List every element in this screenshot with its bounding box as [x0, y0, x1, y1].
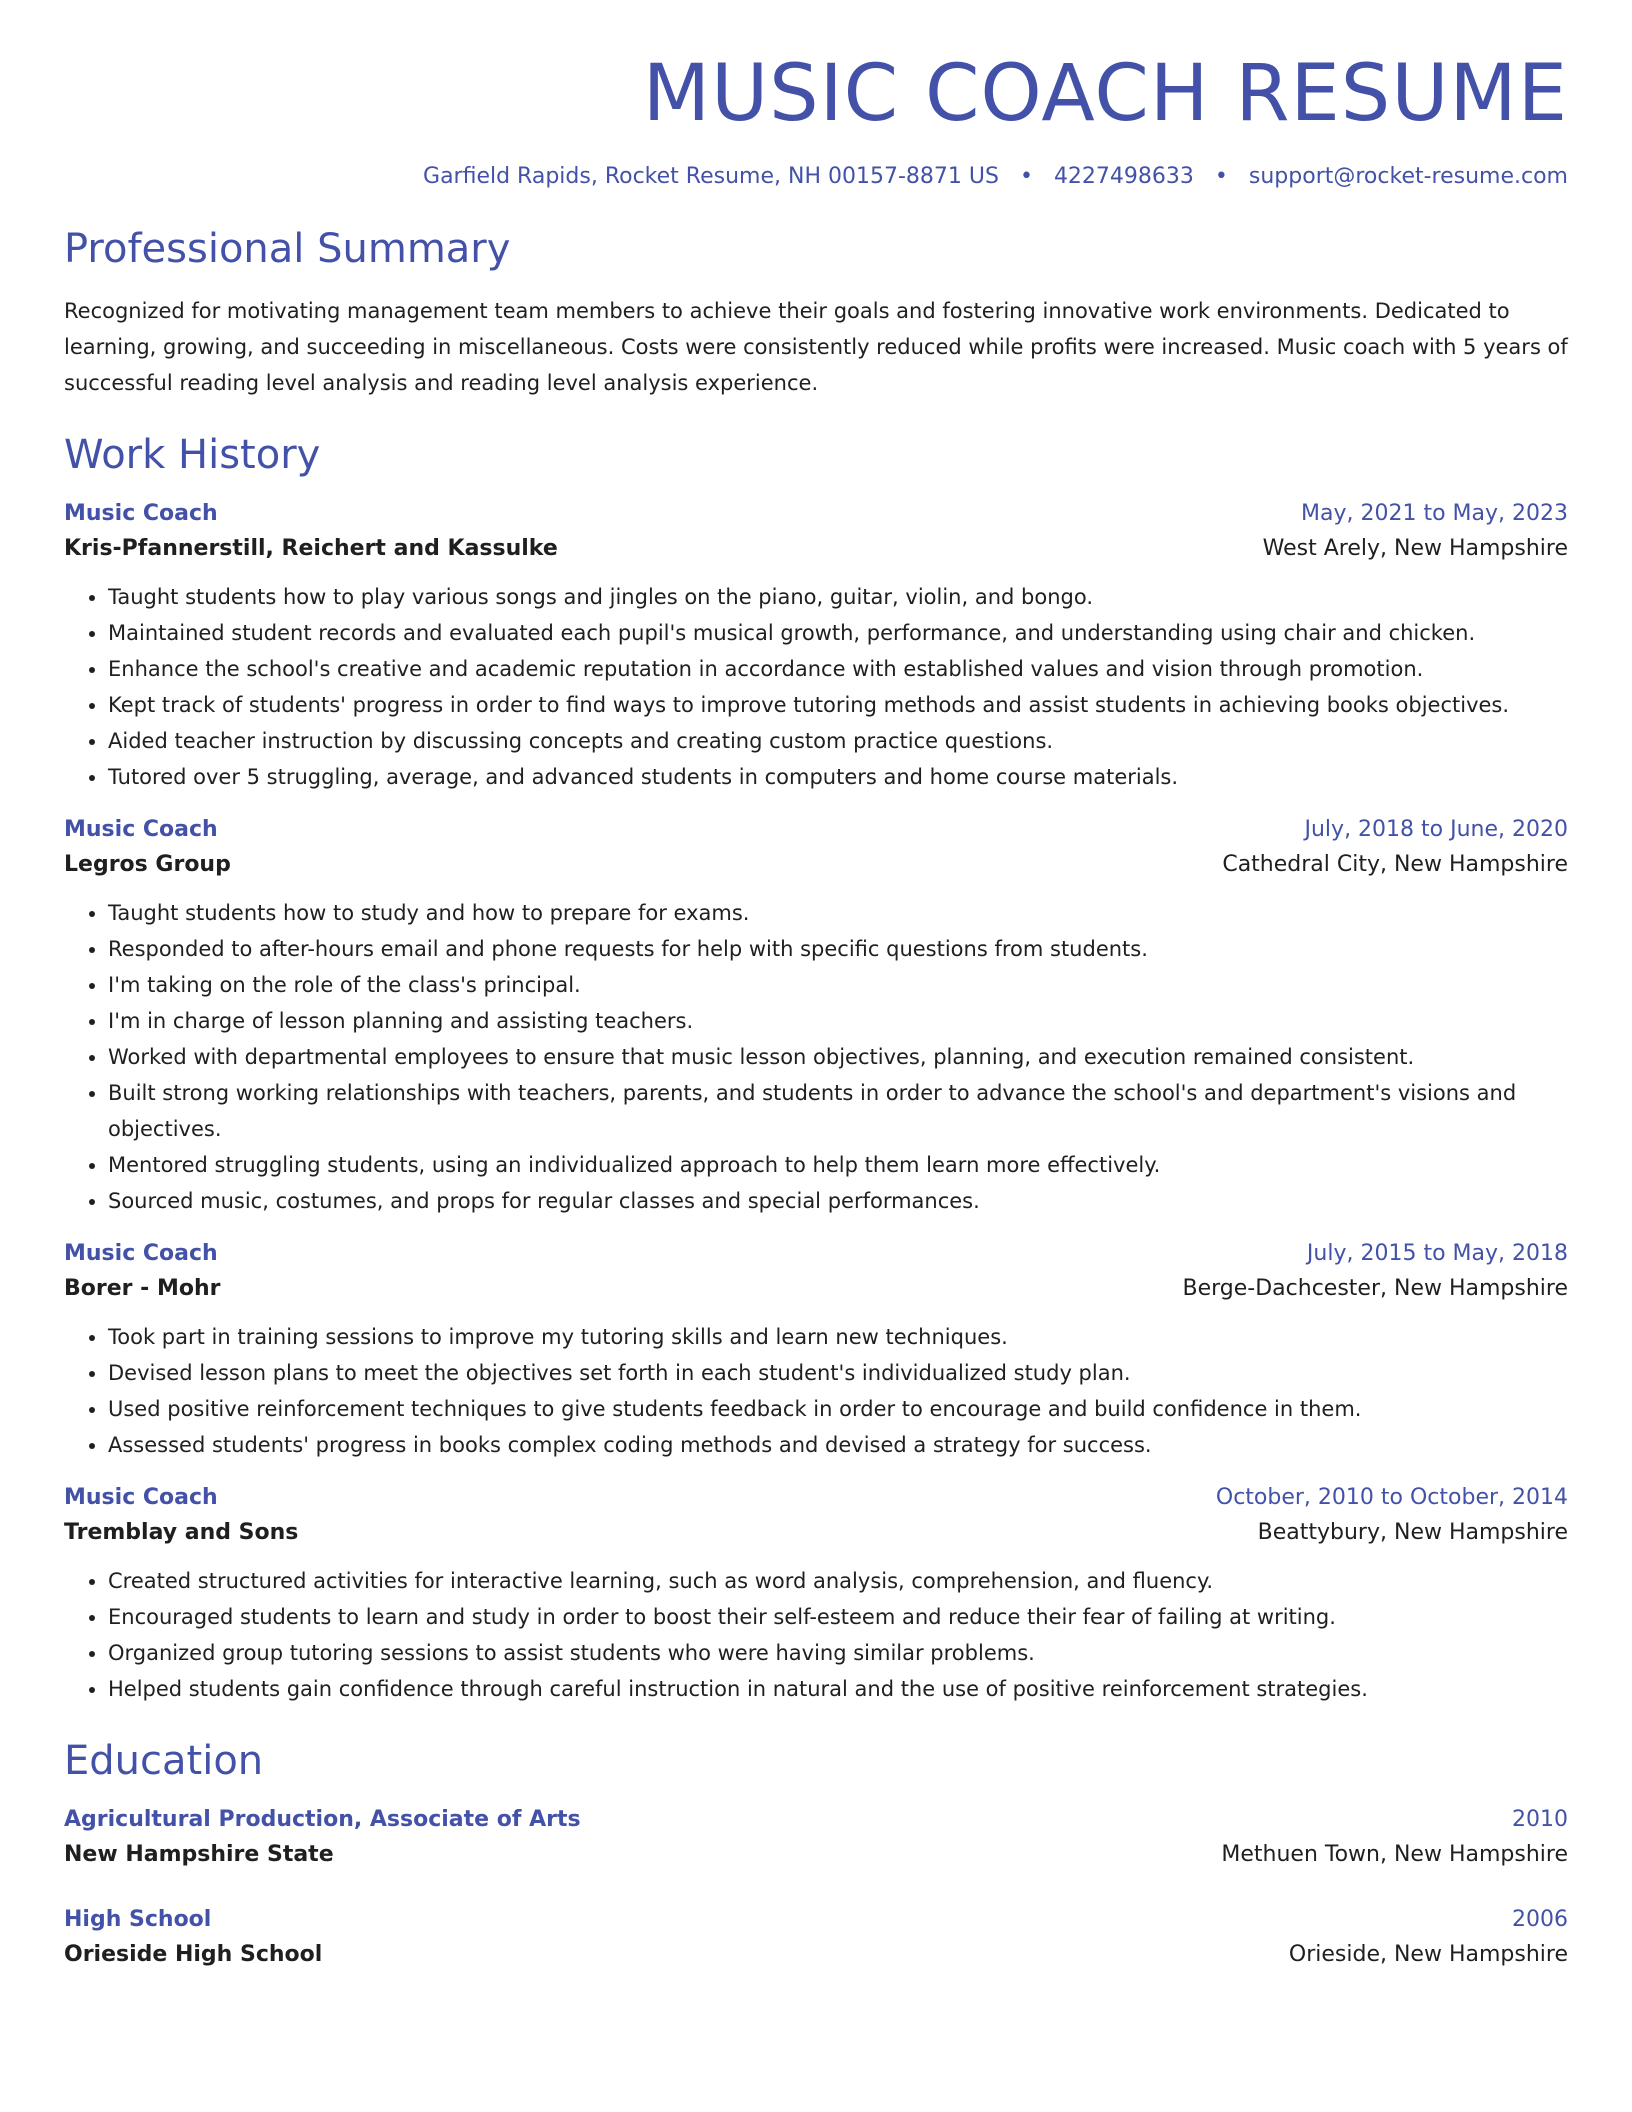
contact-separator: •	[1214, 163, 1228, 189]
job-employer: Borer - Mohr	[64, 1275, 221, 1301]
job-dates: October, 2010 to October, 2014	[1215, 1484, 1568, 1510]
education-entry	[64, 1907, 1568, 1967]
job-bullets	[64, 895, 1568, 1219]
job-bullet: • Kept track of students' progress in order to find ways to improve tutoring methods and assist students in achieving books objectives.	[108, 687, 1568, 723]
job-bullets	[64, 579, 1568, 795]
job-bullet: • Worked with departmental employees to ensure that music lesson objectives, planning, and execution remained consistent.	[108, 1039, 1568, 1075]
job-dates: May, 2021 to May, 2023	[1301, 500, 1568, 526]
job-employer: Tremblay and Sons	[64, 1519, 299, 1545]
job-bullet: • Taught students how to play various songs and jingles on the piano, guitar, violin, and bongo.	[108, 579, 1568, 615]
job-bullet: • Used positive reinforcement techniques to give students feedback in order to encourage and build confidence in them.	[108, 1391, 1568, 1427]
education-entry	[64, 1807, 1568, 1867]
contact-line	[64, 164, 1568, 189]
contact-separator: •	[1019, 163, 1033, 189]
job-location: Beattybury, New Hampshire	[1257, 1519, 1568, 1545]
job-employer: Legros Group	[64, 851, 231, 877]
job-bullet: • I'm in charge of lesson planning and assisting teachers.	[108, 1003, 1568, 1039]
job-bullet: • Helped students gain confidence through careful instruction in natural and the use of positive reinforcement strategies.	[108, 1671, 1568, 1707]
education-school: Orieside High School	[64, 1941, 323, 1967]
job-entry	[64, 501, 1568, 795]
job-bullets	[64, 1563, 1568, 1707]
job-bullet: • Maintained student records and evaluated each pupil's musical growth, performance, and understanding using chair and chicken.	[108, 615, 1568, 651]
education-year: 2006	[1512, 1906, 1568, 1932]
job-role: Music Coach	[64, 500, 218, 526]
contact-phone: 4227498633	[1053, 163, 1194, 189]
job-bullet: • Organized group tutoring sessions to assist students who were having similar problems.	[108, 1635, 1568, 1671]
job-bullet: • Took part in training sessions to improve my tutoring skills and learn new techniques.	[108, 1319, 1568, 1355]
job-bullet: • Encouraged students to learn and study in order to boost their self-esteem and reduce their fear of failing at writing.	[108, 1599, 1568, 1635]
job-role: Music Coach	[64, 1240, 218, 1266]
work-history-heading: Work History	[64, 431, 321, 478]
job-bullet: • Built strong working relationships with teachers, parents, and students in order to advance the school's and department's visions and objectives.	[108, 1075, 1568, 1147]
job-entry	[64, 817, 1568, 1219]
education-year: 2010	[1512, 1806, 1568, 1832]
job-bullets	[64, 1319, 1568, 1463]
job-dates: July, 2015 to May, 2018	[1306, 1240, 1568, 1266]
education-heading: Education	[64, 1737, 264, 1784]
job-location: West Arely, New Hampshire	[1262, 535, 1568, 561]
contact-address: Garfield Rapids, Rocket Resume, NH 00157-8871 US	[423, 163, 999, 189]
job-location: Cathedral City, New Hampshire	[1222, 851, 1568, 877]
job-role: Music Coach	[64, 816, 218, 842]
job-role: Music Coach	[64, 1484, 218, 1510]
job-location: Berge-Dachcester, New Hampshire	[1182, 1275, 1568, 1301]
job-dates: July, 2018 to June, 2020	[1304, 816, 1568, 842]
education-school: New Hampshire State	[64, 1841, 334, 1867]
job-entry	[64, 1241, 1568, 1463]
job-bullet: • Devised lesson plans to meet the objectives set forth in each student's individualized study plan.	[108, 1355, 1568, 1391]
job-bullet: • Taught students how to study and how to prepare for exams.	[108, 895, 1568, 931]
job-bullet: • Aided teacher instruction by discussing concepts and creating custom practice questions.	[108, 723, 1568, 759]
job-bullet: • Enhance the school's creative and academic reputation in accordance with established values and vision through promotion.	[108, 651, 1568, 687]
education-degree: Agricultural Production, Associate of Arts	[64, 1806, 581, 1832]
job-bullet: • Mentored struggling students, using an individualized approach to help them learn more effectively.	[108, 1147, 1568, 1183]
education-location: Methuen Town, New Hampshire	[1221, 1841, 1568, 1867]
contact-email: support@rocket-resume.com	[1248, 163, 1568, 189]
resume-title: MUSIC COACH RESUME	[642, 49, 1568, 139]
job-bullet: • I'm taking on the role of the class's principal.	[108, 967, 1568, 1003]
job-employer: Kris-Pfannerstill, Reichert and Kassulke	[64, 535, 558, 561]
education-location: Orieside, New Hampshire	[1288, 1941, 1568, 1967]
summary-heading: Professional Summary	[64, 225, 511, 272]
job-bullet: • Created structured activities for interactive learning, such as word analysis, comprehension, and fluency.	[108, 1563, 1568, 1599]
job-entry	[64, 1485, 1568, 1707]
job-bullet: • Tutored over 5 struggling, average, and advanced students in computers and home course materials.	[108, 759, 1568, 795]
education-degree: High School	[64, 1906, 212, 1932]
job-bullet: • Sourced music, costumes, and props for regular classes and special performances.	[108, 1183, 1568, 1219]
job-bullet: • Assessed students' progress in books complex coding methods and devised a strategy for success.	[108, 1427, 1568, 1463]
summary-text: Recognized for motivating management team members to achieve their goals and fostering innovative work environments. Dedicated to learning, growing, and succeeding in miscellaneous. Costs were consistently reduced while profits were increased. Music coach with 5 years of successful reading level analysis and reading level analysis experience.	[64, 298, 1568, 395]
job-bullet: • Responded to after-hours email and phone requests for help with specific questions from students.	[108, 931, 1568, 967]
